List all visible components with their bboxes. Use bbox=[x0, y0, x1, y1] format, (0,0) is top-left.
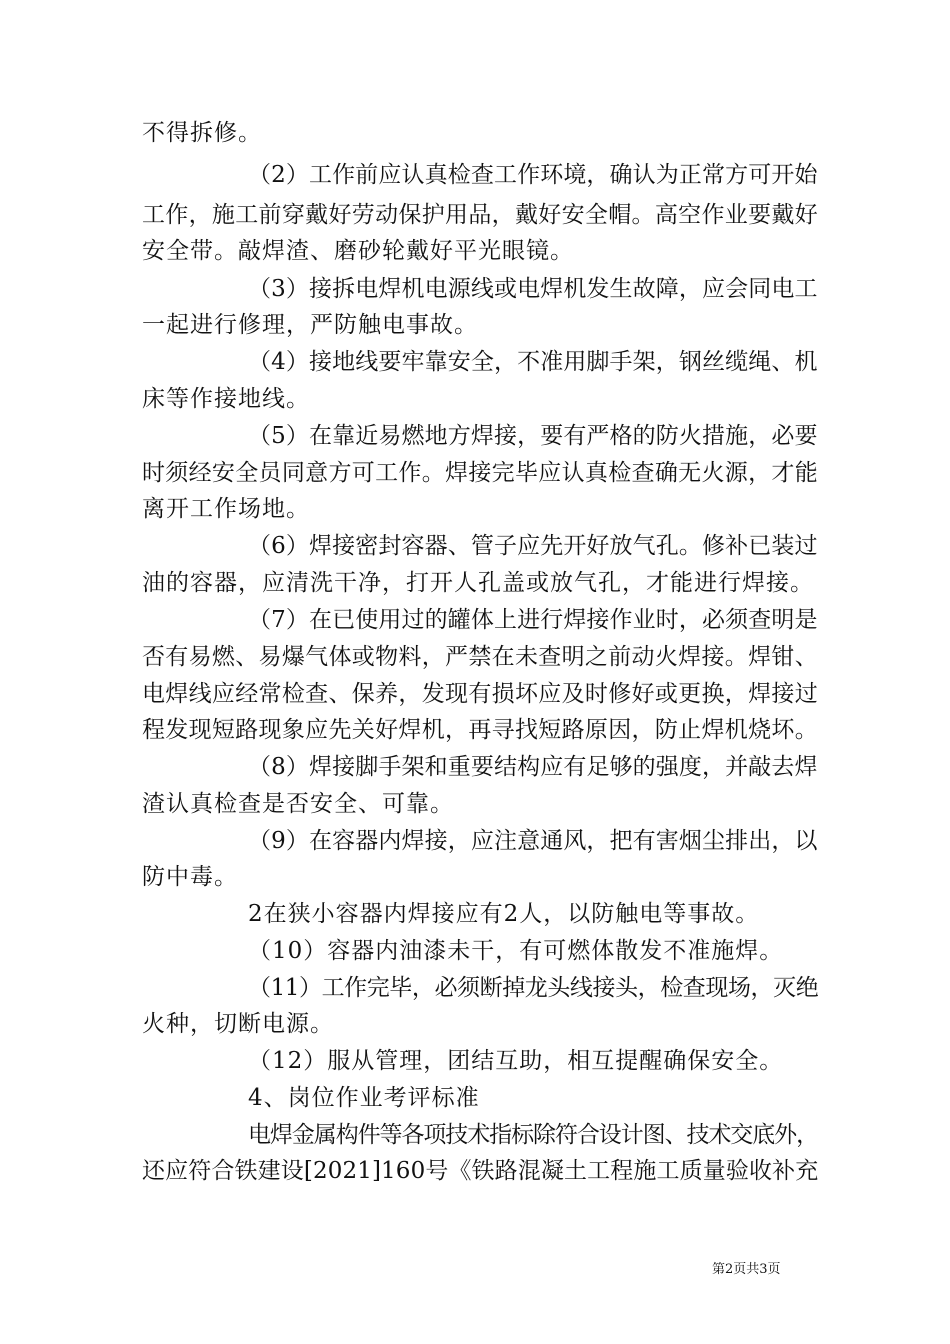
text-line: 一起进行修理，严防触电事故。 bbox=[142, 312, 478, 338]
text-line: 油的容器，应清洗干净，打开人孔盖或放气孔，才能进行焊接。 bbox=[142, 570, 814, 596]
text-line: 防中毒。 bbox=[142, 864, 238, 890]
text-line: 床等作接地线。 bbox=[142, 386, 310, 412]
text-line: 电焊金属构件等各项技术指标除符合设计图、技术交底外， bbox=[248, 1122, 819, 1148]
text-line: （3）接拆电焊机电源线或电焊机发生故障，应会同电工 bbox=[248, 276, 818, 302]
text-line: （4）接地线要牢靠安全，不准用脚手架，钢丝缆绳、机 bbox=[248, 349, 818, 375]
text-line: （9）在容器内焊接，应注意通风，把有害烟尘排出，以 bbox=[248, 828, 818, 854]
text-line: 2在狭小容器内焊接应有2人，以防触电等事故。 bbox=[248, 901, 760, 927]
text-line: 否有易燃、易爆气体或物料，严禁在未查明之前动火焊接。焊钳、 bbox=[142, 644, 818, 670]
text-line: （12）服从管理，团结互助，相互提醒确保安全。 bbox=[248, 1048, 784, 1074]
text-line: 不得拆修。 bbox=[142, 120, 262, 146]
text-line: （5）在靠近易燃地方焊接，要有严格的防火措施，必要 bbox=[248, 423, 818, 449]
text-line: 时须经安全员同意方可工作。焊接完毕应认真检查确无火源，才能 bbox=[142, 460, 818, 486]
text-line: 离开工作场地。 bbox=[142, 496, 310, 522]
text-line: （7）在已使用过的罐体上进行焊接作业时，必须查明是 bbox=[248, 607, 818, 633]
text-line: （11）工作完毕，必须断掉龙头线接头，检查现场，灭绝 bbox=[248, 975, 819, 1001]
text-line: （6）焊接密封容器、管子应先开好放气孔。修补已装过 bbox=[248, 533, 818, 559]
text-line: （8）焊接脚手架和重要结构应有足够的强度，并敲去焊 bbox=[248, 754, 818, 780]
text-line: 程发现短路现象应先关好焊机，再寻找短路原因，防止焊机烧坏。 bbox=[142, 717, 818, 743]
text-line: 还应符合铁建设[2021]160号《铁路混凝土工程施工质量验收补充 bbox=[142, 1158, 819, 1184]
section-heading: 4、岗位作业考评标准 bbox=[248, 1085, 480, 1111]
text-line: 渣认真检查是否安全、可靠。 bbox=[142, 791, 454, 817]
text-line: （2）工作前应认真检查工作环境，确认为正常方可开始 bbox=[248, 162, 818, 188]
text-line: （10）容器内油漆未干，有可燃体散发不准施焊。 bbox=[248, 938, 784, 964]
text-line: 火种，切断电源。 bbox=[142, 1011, 334, 1037]
text-line: 电焊线应经常检查、保养，发现有损坏应及时修好或更换，焊接过 bbox=[142, 681, 818, 707]
text-line: 安全带。敲焊渣、磨砂轮戴好平光眼镜。 bbox=[142, 238, 574, 264]
text-line: 工作，施工前穿戴好劳动保护用品，戴好安全帽。高空作业要戴好 bbox=[142, 202, 818, 228]
page-number: 第2页共3页 bbox=[712, 1262, 781, 1277]
